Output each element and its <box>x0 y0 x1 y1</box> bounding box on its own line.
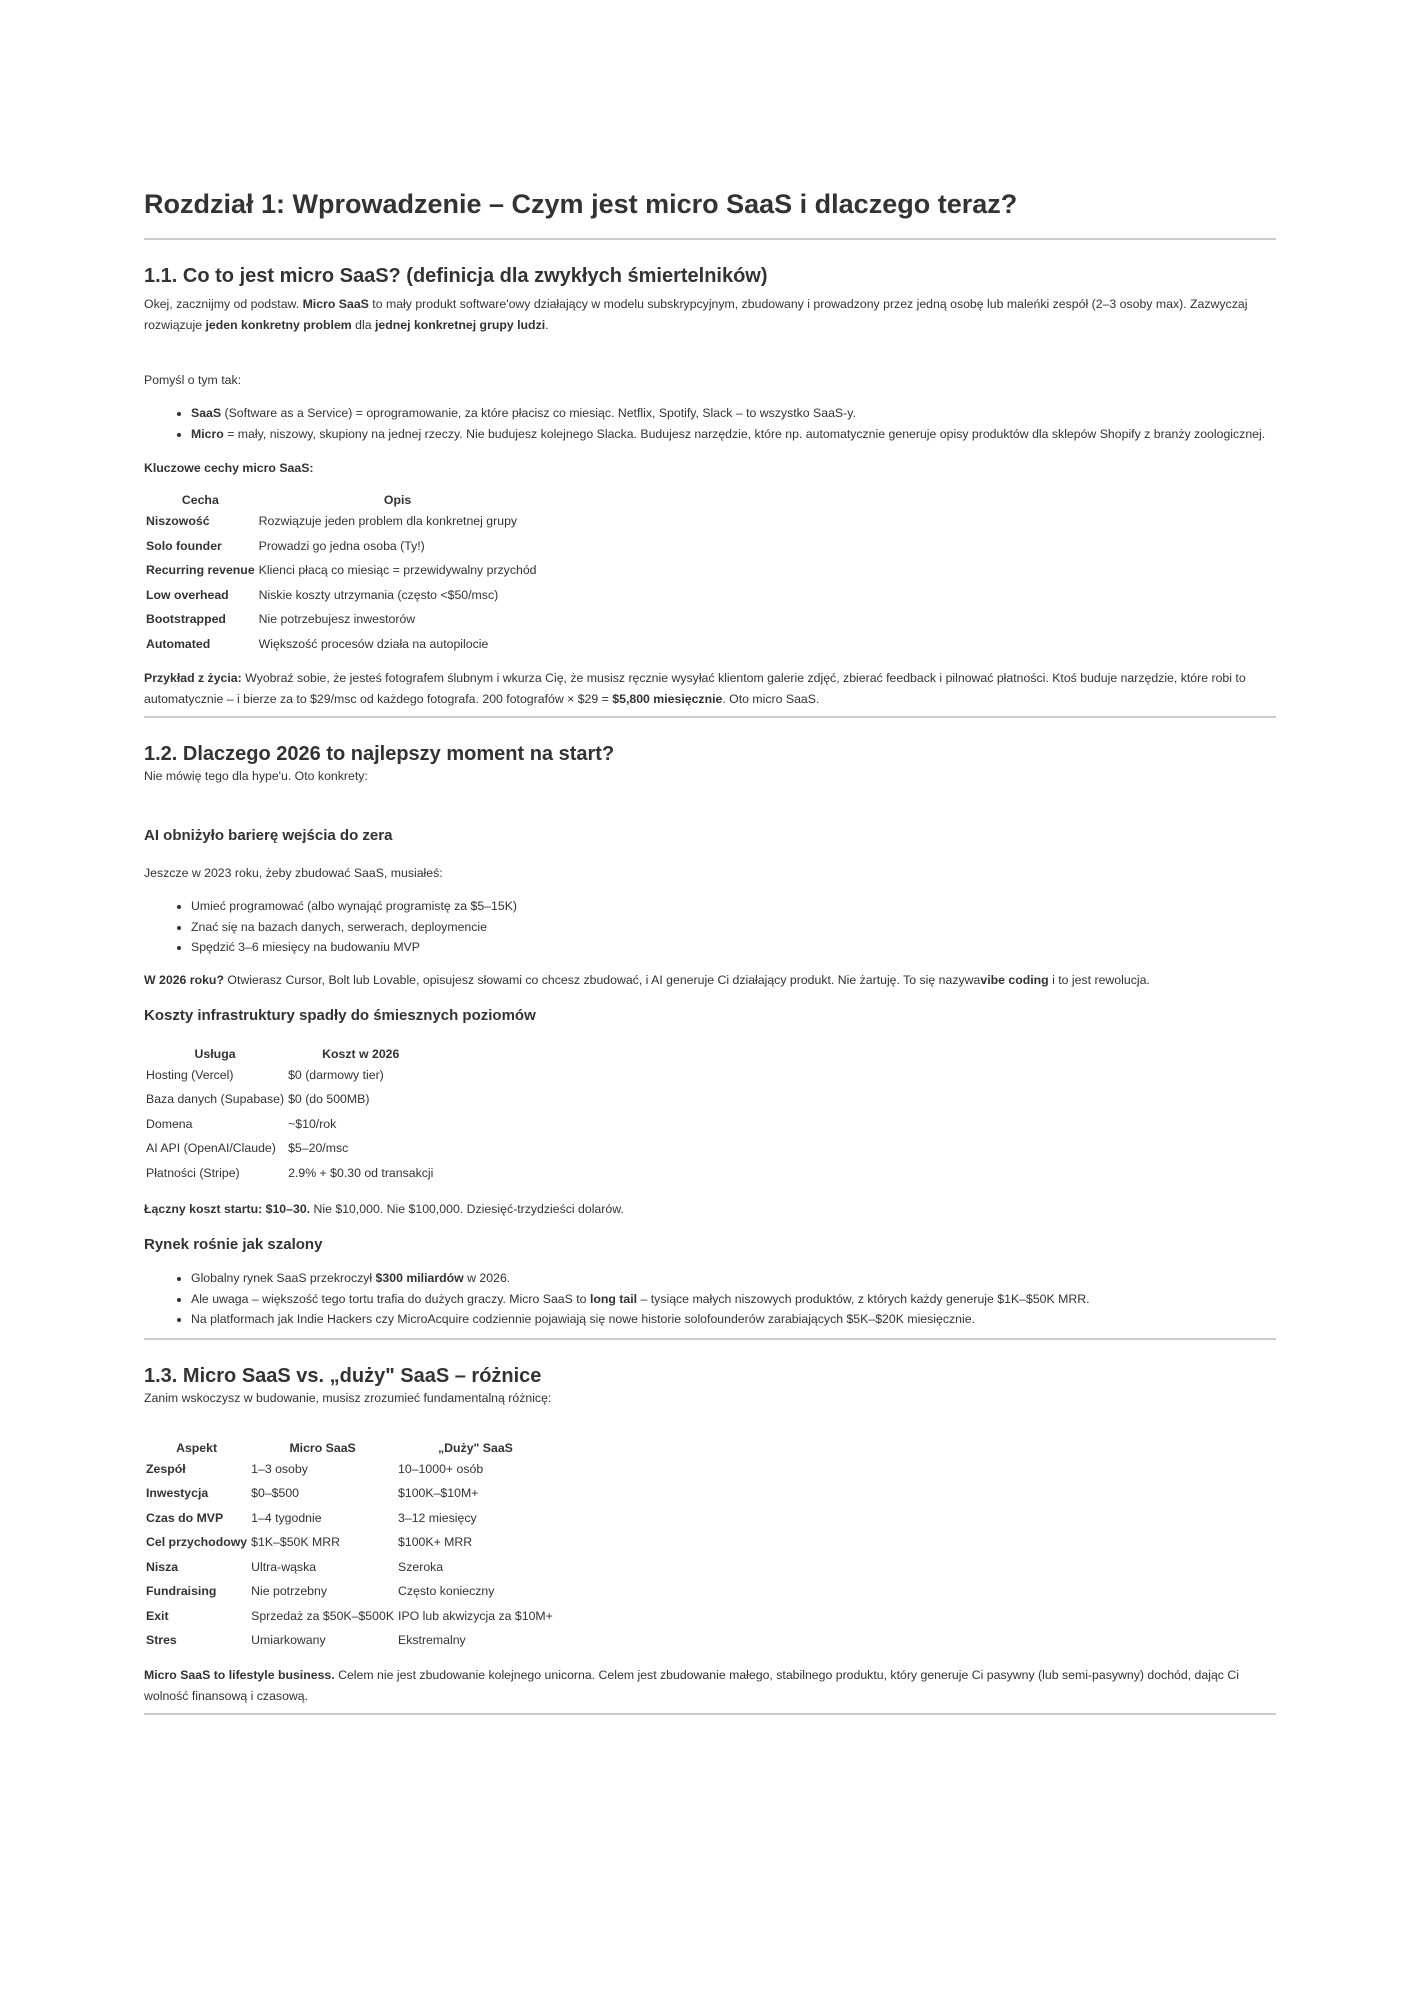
costs-table <box>144 1043 435 1186</box>
table-row: Nisza Ultra-wąska Szeroka <box>146 1559 444 1574</box>
list-item: • Globalny rynek SaaS przekroczył $300 miliardów w 2026. <box>191 1268 1276 1289</box>
chapter-title: Rozdział 1: Wprowadzenie – Czym jest micro SaaS i dlaczego teraz? <box>144 189 1018 219</box>
ai-intro: Jeszcze w 2023 roku, żeby zbudować SaaS, musiałeś: <box>144 866 443 881</box>
table-row: Domena ~$10/rok <box>146 1116 337 1131</box>
table-header-cell: „Duży" SaaS <box>438 1440 513 1455</box>
table-header-row <box>144 1043 435 1063</box>
total-cost-paragraph: Łączny koszt startu: $10–30. Nie $10,000. Nie $100,000. Dziesięć-trzydzieści dolarów. <box>144 1202 624 1217</box>
section-1-2-intro: Nie mówię tego dla hype'u. Oto konkrety: <box>144 769 368 784</box>
document-page <box>144 180 1276 1715</box>
in-2026-paragraph: W 2026 roku? Otwierasz Cursor, Bolt lub Lovable, opisujesz słowami co chcesz zbudować, i AI generuje Ci działający produkt. Nie żartuję. To się nazywavibe coding i to jest rewolucja. <box>144 972 1150 987</box>
closing-paragraph: Micro SaaS to lifestyle business. Celem nie jest zbudowanie kolejnego unicorna. Celem jest zbudowanie małego, stabilnego produktu, który generuje Ci pasywny (lub semi-pasywny) dochód, dając Ci wolność finansową i czasową. <box>144 1667 1239 1703</box>
table-row: AI API (OpenAI/Claude) $5–20/msc <box>146 1141 349 1156</box>
table-row: Czas do MVP 1–4 tygodnie 3–12 miesięcy <box>146 1510 477 1525</box>
list-item: • Umieć programować (albo wynająć programistę za $5–15K) <box>191 896 1276 917</box>
list-item: • Znać się na bazach danych, serwerach, deploymencie <box>191 917 1276 938</box>
table-header-row <box>144 1437 555 1457</box>
section-1-1-title: 1.1. Co to jest micro SaaS? (definicja dla zwykłych śmiertelników) <box>144 265 768 288</box>
table-row: Zespół 1–3 osoby 10–1000+ osób <box>146 1461 484 1476</box>
table-row: Stres Umiarkowany Ekstremalny <box>146 1633 466 1648</box>
table-row: Inwestycja $0–$500 $100K–$10M+ <box>146 1486 479 1501</box>
example-paragraph: Przykład z życia: Wyobraź sobie, że jesteś fotografem ślubnym i wkurza Cię, że musisz ręcznie wysyłać klientom galerie zdjęć, zbierać feedback i pilnować płatności. Ktoś buduje narzędzie, które robi to automatycznie – i bierze za to $29/msc od każdego fotografa. 200 fotografów × $29 = $5,800 miesięcznie. Oto micro SaaS. <box>144 671 1246 707</box>
table-row: Cel przychodowy $1K–$50K MRR $100K+ MRR <box>146 1535 473 1550</box>
section-1-2-title: 1.2. Dlaczego 2026 to najlepszy moment na start? <box>144 743 615 766</box>
table-header-cell: Micro SaaS <box>289 1440 356 1455</box>
market-bullet-list <box>144 1268 1276 1330</box>
table-row: Baza danych (Supabase) $0 (do 500MB) <box>146 1092 370 1107</box>
table-header-cell: Koszt w 2026 <box>322 1046 400 1061</box>
table-row: Solo founder Prowadzi go jedna osoba (Ty!) <box>146 538 425 553</box>
costs-heading: Koszty infrastruktury spadły do śmiesznych poziomów <box>144 1006 536 1024</box>
section-1-3-intro: Zanim wskoczysz w budowanie, musisz zrozumieć fundamentalną różnicę: <box>144 1390 552 1405</box>
divider <box>144 1713 1276 1715</box>
think-text: Pomyśl o tym tak: <box>144 373 242 388</box>
list-item: • Spędzić 3–6 miesięcy na budowaniu MVP <box>191 937 1276 958</box>
market-heading: Rynek rośnie jak szalony <box>144 1236 323 1254</box>
saas-bullet-list <box>144 403 1276 444</box>
table-header-cell: Usługa <box>194 1046 236 1061</box>
section-1-1-intro: Okej, zacznijmy od podstaw. Micro SaaS to mały produkt software'owy działający w modelu subskrypcyjnym, zbudowany i prowadzony przez jedną osobę lub maleńki zespół (2–3 osoby max). Zazwyczaj rozwiązuje jeden konkretny problem dla jednej konkretnej grupy ludzi. <box>144 297 1248 333</box>
ai-heading: AI obniżyło barierę wejścia do zera <box>144 827 393 845</box>
table-row: Płatności (Stripe) 2.9% + $0.30 od transakcji <box>146 1165 434 1180</box>
table-row: Low overhead Niskie koszty utrzymania (często <$50/msc) <box>146 587 499 602</box>
list-item: • Micro = mały, niszowy, skupiony na jednej rzeczy. Nie budujesz kolejnego Slacka. Budujesz narzędzie, które np. automatycznie generuje opisy produktów dla sklepów Shopify z branży zoologicznej. <box>191 424 1276 445</box>
table-header-cell: Opis <box>383 493 412 508</box>
table-row: Exit Sprzedaż za $50K–$500K IPO lub akwizycja za $10M+ <box>146 1608 553 1623</box>
features-table <box>144 489 539 656</box>
list-item: • SaaS (Software as a Service) = oprogramowanie, za które płacisz co miesiąc. Netflix, Spotify, Slack – to wszystko SaaS-y. <box>191 403 1276 424</box>
ai-bullet-list <box>144 896 1276 958</box>
table-header-cell: Aspekt <box>176 1440 218 1455</box>
comparison-table <box>144 1437 555 1653</box>
features-heading: Kluczowe cechy micro SaaS: <box>144 461 314 476</box>
table-row: Automated Większość procesów działa na autopilocie <box>146 636 489 651</box>
table-header-row <box>144 489 539 509</box>
table-row: Hosting (Vercel) $0 (darmowy tier) <box>146 1067 384 1082</box>
table-row: Recurring revenue Klienci płacą co miesiąc = przewidywalny przychód <box>146 563 537 578</box>
table-row: Fundraising Nie potrzebny Często konieczny <box>146 1584 495 1599</box>
table-row: Bootstrapped Nie potrzebujesz inwestorów <box>146 612 416 627</box>
section-1-3-title: 1.3. Micro SaaS vs. „duży" SaaS – różnice <box>144 1364 542 1387</box>
table-row: Niszowość Rozwiązuje jeden problem dla konkretnej grupy <box>146 514 518 529</box>
table-header-cell: Cecha <box>181 493 219 508</box>
list-item: • Ale uwaga – większość tego tortu trafia do dużych graczy. Micro SaaS to long tail – tysiące małych niszowych produktów, z których każdy generuje $1K–$50K MRR. <box>191 1289 1276 1310</box>
list-item: • Na platformach jak Indie Hackers czy MicroAcquire codziennie pojawiają się nowe historie solofounderów zarabiających $5K–$20K miesięcznie. <box>191 1309 1276 1330</box>
